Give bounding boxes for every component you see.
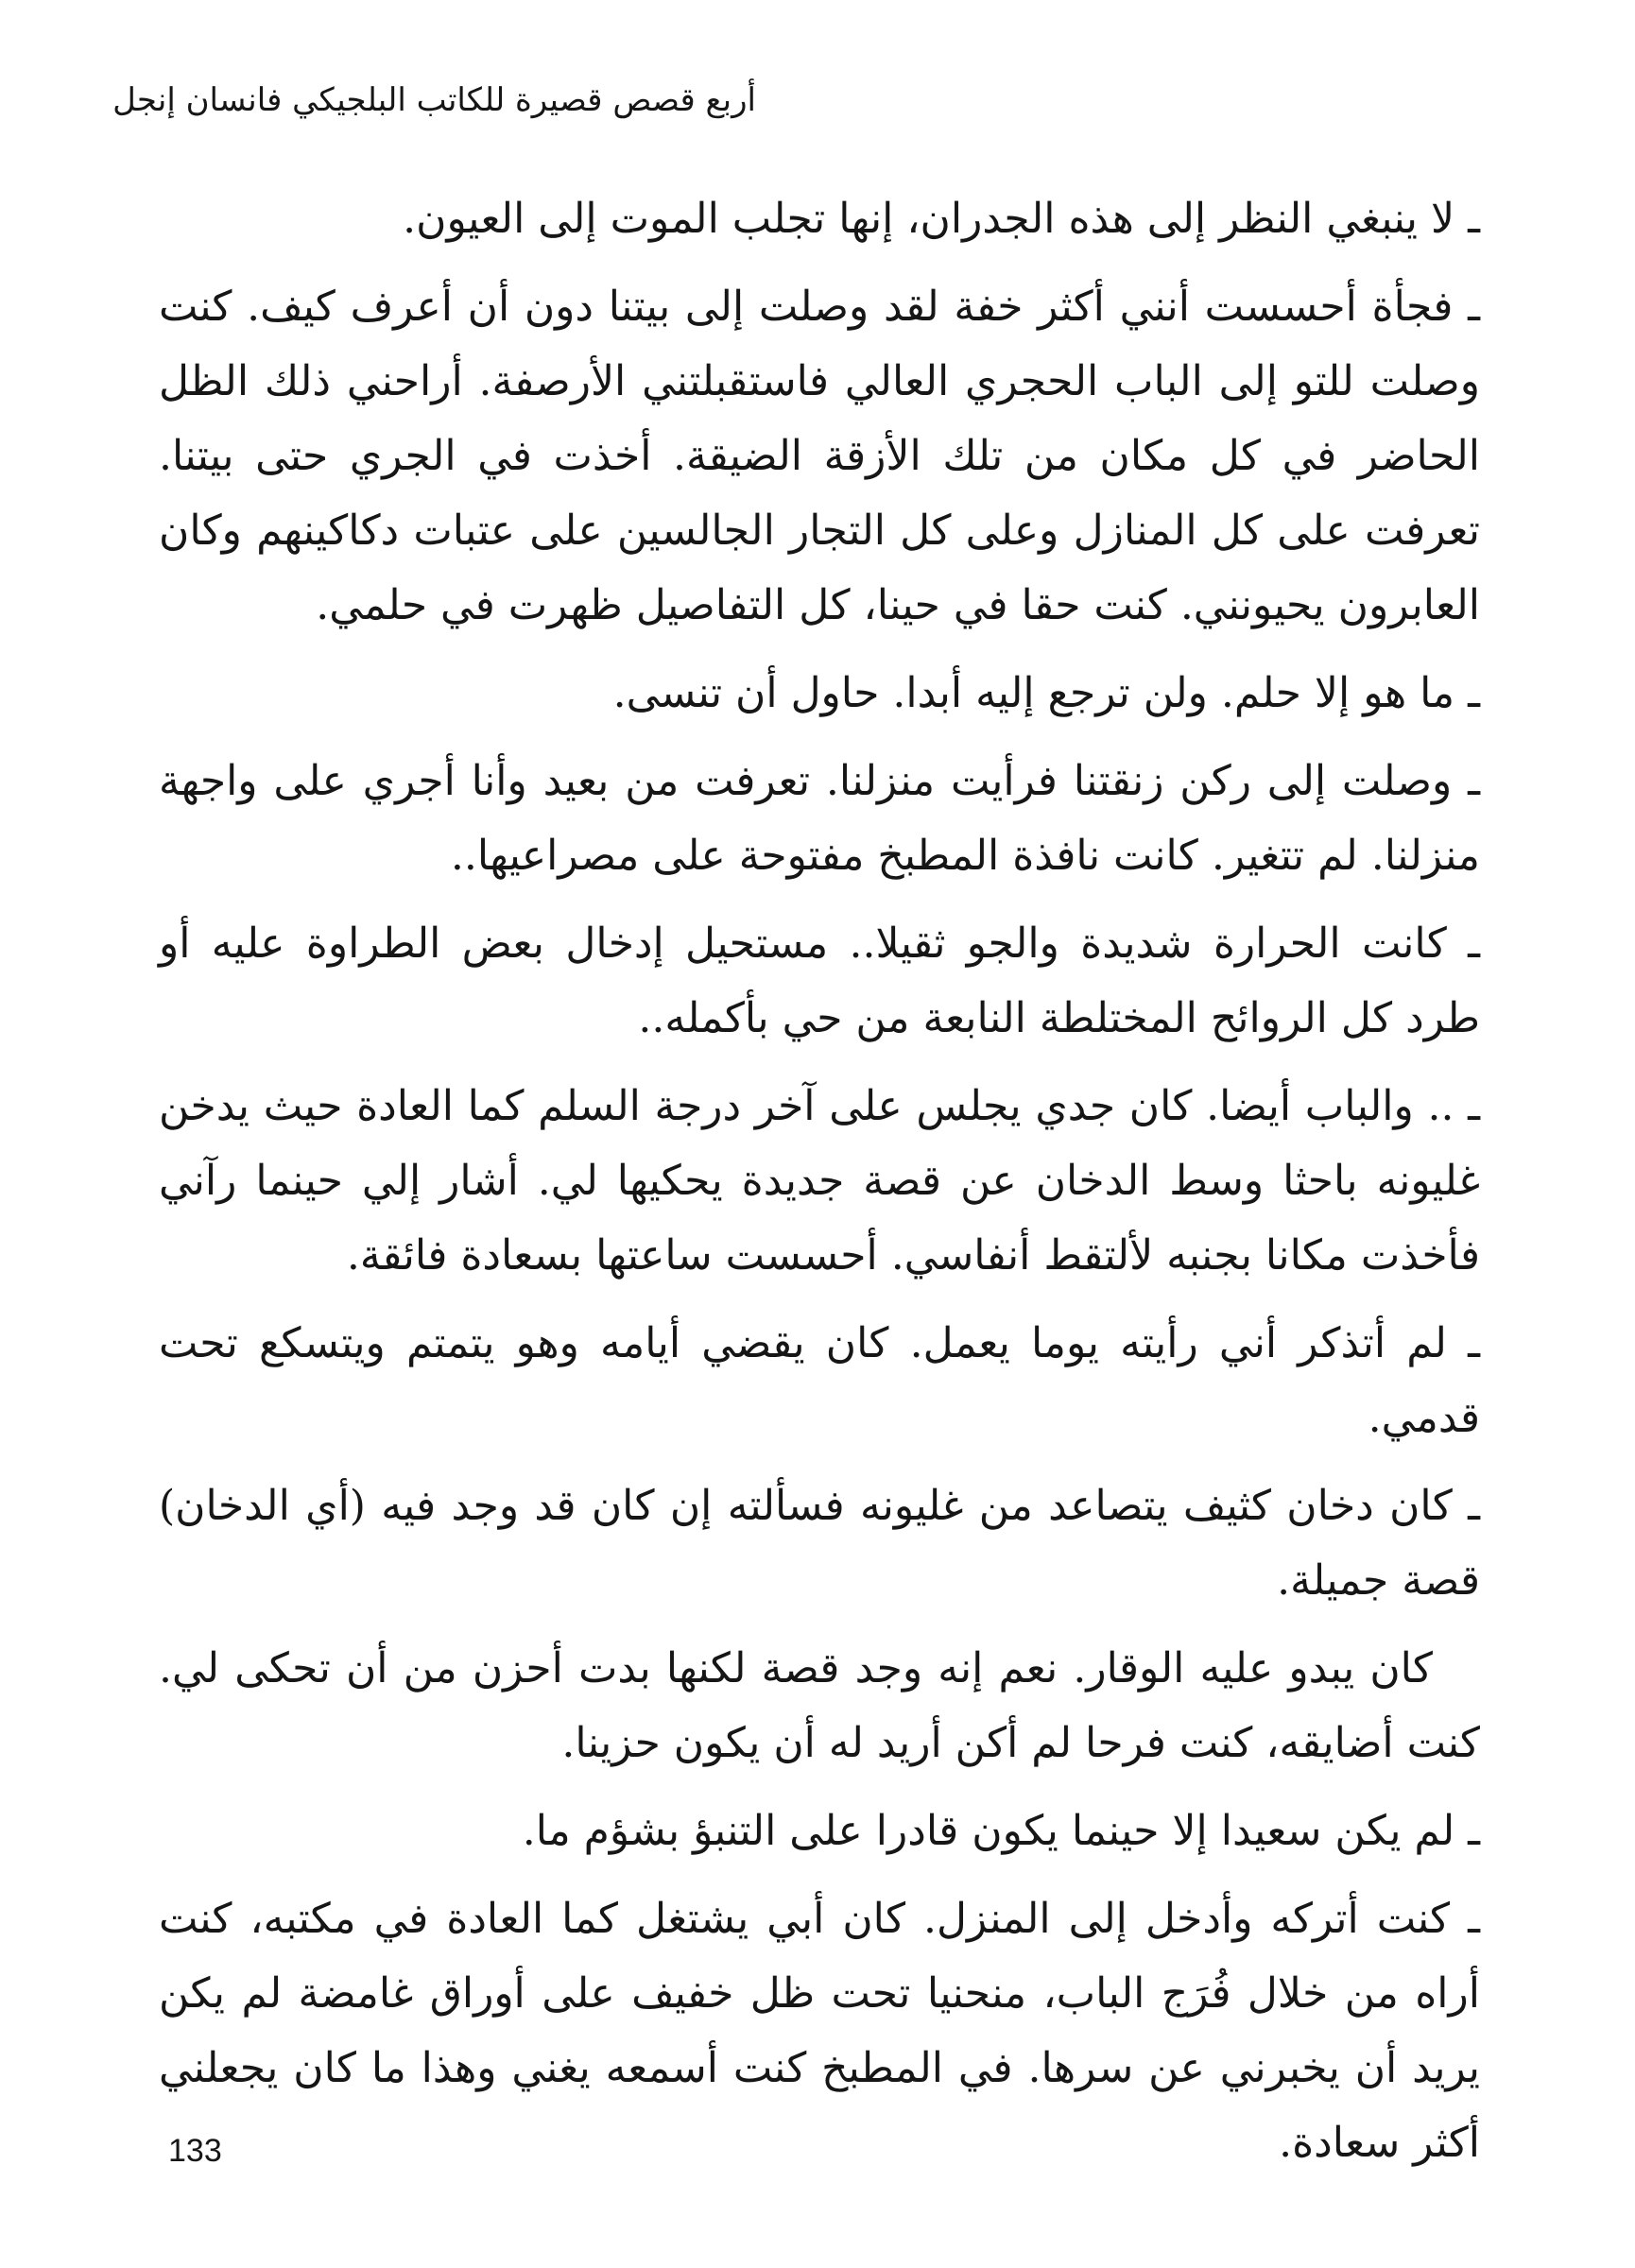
paragraph-10: ـ لم يكن سعيدا إلا حينما يكون قادرا على التنبؤ بشؤم ما. — [522, 1807, 1480, 1855]
paragraph-5: ـ كانت الحرارة شديدة والجو ثقيلا.. مستحيل إدخال بعض الطراوة عليه أو طرد كل الروائح المختلطة النابعة من حي بأكمله.. — [159, 919, 1480, 1042]
page-number: 133 — [168, 2133, 222, 2169]
paragraph-4: ـ وصلت إلى ركن زنقتنا فرأيت منزلنا. تعرفت من بعيد وأنا أجري على واجهة منزلنا. لم تتغير. كانت نافذة المطبخ مفتوحة على مصراعيها.. — [159, 757, 1480, 880]
paragraph-1: ـ لا ينبغي النظر إلى هذه الجدران، إنها تجلب الموت إلى العيون. — [403, 195, 1480, 243]
running-header: أربع قصص قصيرة للكاتب البلجيكي فانسان إنجل — [112, 81, 756, 119]
paragraph-3: ـ ما هو إلا حلم. ولن ترجع إليه أبدا. حاول أن تنسى. — [612, 669, 1480, 717]
paragraph-9: كان يبدو عليه الوقار. نعم إنه وجد قصة لكنها بدت أحزن من أن تحكى لي. كنت أضايقه، كنت فرحا لم أكن أريد له أن يكون حزينا. — [159, 1644, 1480, 1767]
paragraph-8: ـ كان دخان كثيف يتصاعد من غليونه فسألته إن كان قد وجد فيه (أي الدخان) قصة جميلة. — [159, 1482, 1480, 1605]
paragraph-2: ـ فجأة أحسست أنني أكثر خفة لقد وصلت إلى بيتنا دون أن أعرف كيف. كنت وصلت للتو إلى الباب الحجري العالي فاستقبلتني الأرصفة. أراحني ذلك الظل الحاضر في كل مكان من تلك الأزقة الضيقة. أخذت في الجري حتى بيتنا. تعرفت على كل المنازل وعلى كل التجار الجالسين على عتبات دكاكينهم وكان العابرون يحيونني. كنت حقا في حينا، كل التفاصيل ظهرت في حلمي. — [159, 283, 1480, 629]
paragraph-11: ـ كنت أتركه وأدخل إلى المنزل. كان أبي يشتغل كما العادة في مكتبه، كنت أراه من خلال فُرَج الباب، منحنيا تحت ظل خفيف على أوراق غامضة لم يكن يريد أن يخبرني عن سرها. في المطبخ كنت أسمعه يغني وهذا ما كان يجعلني أكثر سعادة. — [159, 1895, 1480, 2167]
paragraph-6: ـ .. والباب أيضا. كان جدي يجلس على آخر درجة السلم كما العادة حيث يدخن غليونه باحثا وسط الدخان عن قصة جديدة يحكيها لي. أشار إلي حينما رآني فأخذت مكانا بجنبه لألتقط أنفاسي. أحسست ساعتها بسعادة فائقة. — [159, 1082, 1480, 1280]
paragraph-7: ـ لم أتذكر أني رأيته يوما يعمل. كان يقضي أيامه وهو يتمتم ويتسكع تحت قدمي. — [159, 1319, 1480, 1442]
